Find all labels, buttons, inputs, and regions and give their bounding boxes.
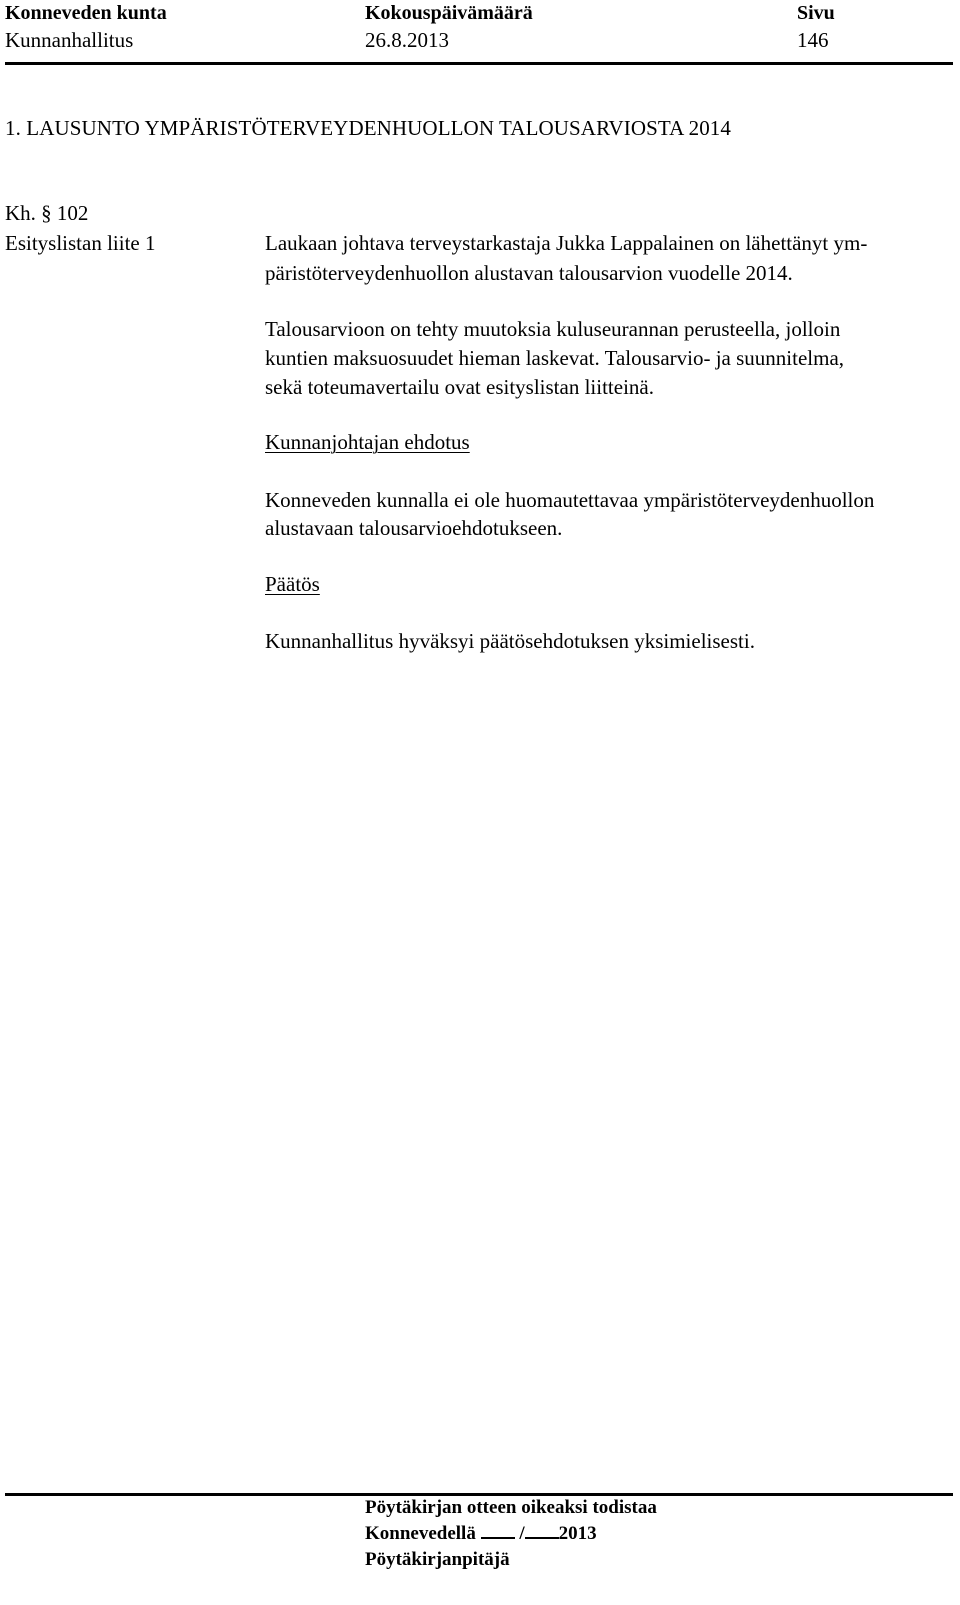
day-blank <box>481 1521 515 1539</box>
footer-signatory: Pöytäkirjanpitäjä <box>365 1549 510 1570</box>
page-number: 146 <box>797 28 829 52</box>
proposal-heading: Kunnanjohtajan ehdotus <box>265 430 470 454</box>
paragraph-1-line-1: Laukaan johtava terveystarkastaja Jukka Lappalainen on lähettänyt ym- <box>265 231 868 255</box>
footer-place-date <box>365 1521 597 1547</box>
meeting-date: 26.8.2013 <box>365 28 449 52</box>
body-name: Kunnanhallitus <box>5 28 134 52</box>
proposal-line-2: alustavaan talousarvioehdotukseen. <box>265 516 563 540</box>
footer-year: 2013 <box>558 1523 597 1544</box>
section-sign-icon: § <box>41 201 52 225</box>
page-label: Sivu <box>797 2 835 24</box>
paragraph-2-line-3: sekä toteumavertailu ovat esityslistan liitteinä. <box>265 375 654 399</box>
paragraph-2-line-1: Talousarvioon on tehty muutoksia kuluseurannan perusteella, jolloin <box>265 317 841 341</box>
attachment-reference: Esityslistan liite 1 <box>5 231 156 255</box>
paragraph-2-line-2: kuntien maksuosuudet hieman laskevat. Talousarvio- ja suunnitelma, <box>265 346 845 370</box>
paragraph-1-line-2: päristöterveydenhuollon alustavan talousarvion vuodelle 2014. <box>265 261 793 285</box>
date-separator: / <box>519 1523 525 1544</box>
section-reference <box>5 198 88 228</box>
month-blank <box>525 1521 559 1539</box>
footer-place: Konnevedellä <box>365 1523 476 1544</box>
section-number: 102 <box>56 201 89 225</box>
document-title: 1. LAUSUNTO YMPÄRISTÖTERVEYDENHUOLLON TALOUSARVIOSTA 2014 <box>5 116 732 140</box>
municipality-name: Konneveden kunta <box>5 2 167 24</box>
decision-text: Kunnanhallitus hyväksyi päätösehdotuksen yksimielisesti. <box>265 629 755 653</box>
proposal-line-1: Konneveden kunnalla ei ole huomautettavaa ympäristöterveydenhuollon <box>265 488 875 512</box>
decision-heading: Päätös <box>265 572 320 596</box>
header-rule <box>5 62 953 65</box>
footer-certification: Pöytäkirjan otteen oikeaksi todistaa <box>365 1497 657 1518</box>
section-ref-prefix: Kh. <box>5 201 36 225</box>
meeting-date-label: Kokouspäivämäärä <box>365 2 533 24</box>
